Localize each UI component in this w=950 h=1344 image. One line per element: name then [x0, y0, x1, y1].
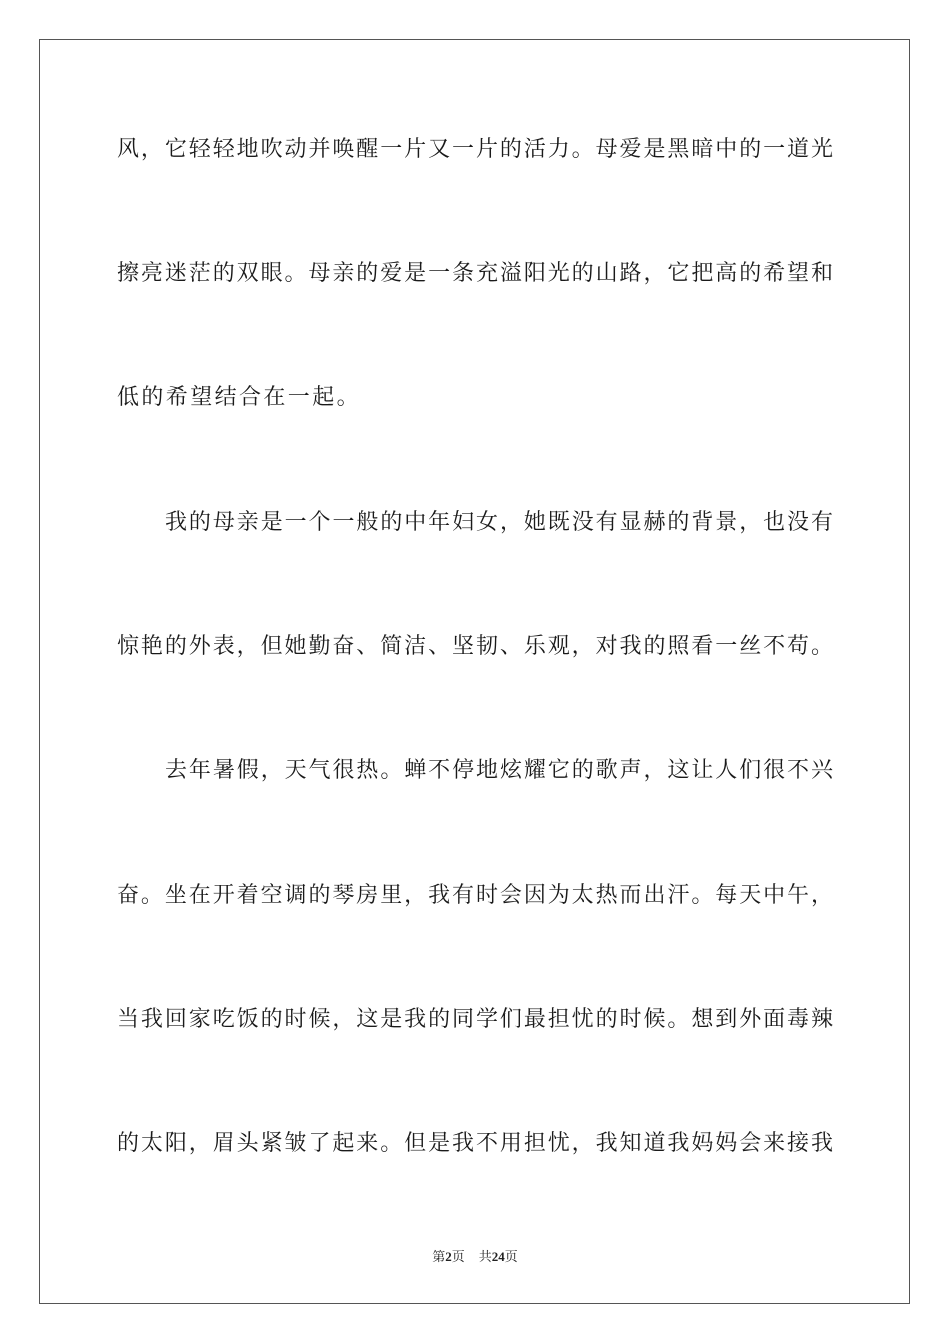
text-line-8: 当我回家吃饭的时候，这是我的同学们最担忧的时候。想到外面毒辣	[117, 1007, 833, 1032]
text-line-5: 惊艳的外表，但她勤奋、简洁、坚韧、乐观，对我的照看一丝不苟。	[117, 634, 833, 659]
total-prefix: 共	[478, 1250, 492, 1265]
text-line-1: 风，它轻轻地吹动并唤醒一片又一片的活力。母爱是黑暗中的一道光	[117, 137, 833, 162]
total-pages: 24	[491, 1249, 505, 1264]
total-suffix: 页	[504, 1250, 518, 1265]
page-border	[39, 39, 910, 1304]
text-line-9: 的太阳，眉头紧皱了起来。但是我不用担忧，我知道我妈妈会来接我	[117, 1131, 833, 1156]
page-prefix: 第	[432, 1250, 446, 1265]
text-line-4: 我的母亲是一个一般的中年妇女，她既没有显赫的背景，也没有	[165, 510, 833, 535]
page-footer	[0, 1246, 950, 1265]
page-number: 2	[445, 1249, 452, 1264]
text-line-3: 低的希望结合在一起。	[117, 385, 362, 410]
page-suffix: 页	[451, 1250, 465, 1265]
text-line-2: 擦亮迷茫的双眼。母亲的爱是一条充溢阳光的山路，它把高的希望和	[117, 261, 833, 286]
text-line-6: 去年暑假，天气很热。蝉不停地炫耀它的歌声，这让人们很不兴	[165, 758, 833, 783]
text-line-7: 奋。坐在开着空调的琴房里，我有时会因为太热而出汗。每天中午，	[117, 883, 833, 908]
